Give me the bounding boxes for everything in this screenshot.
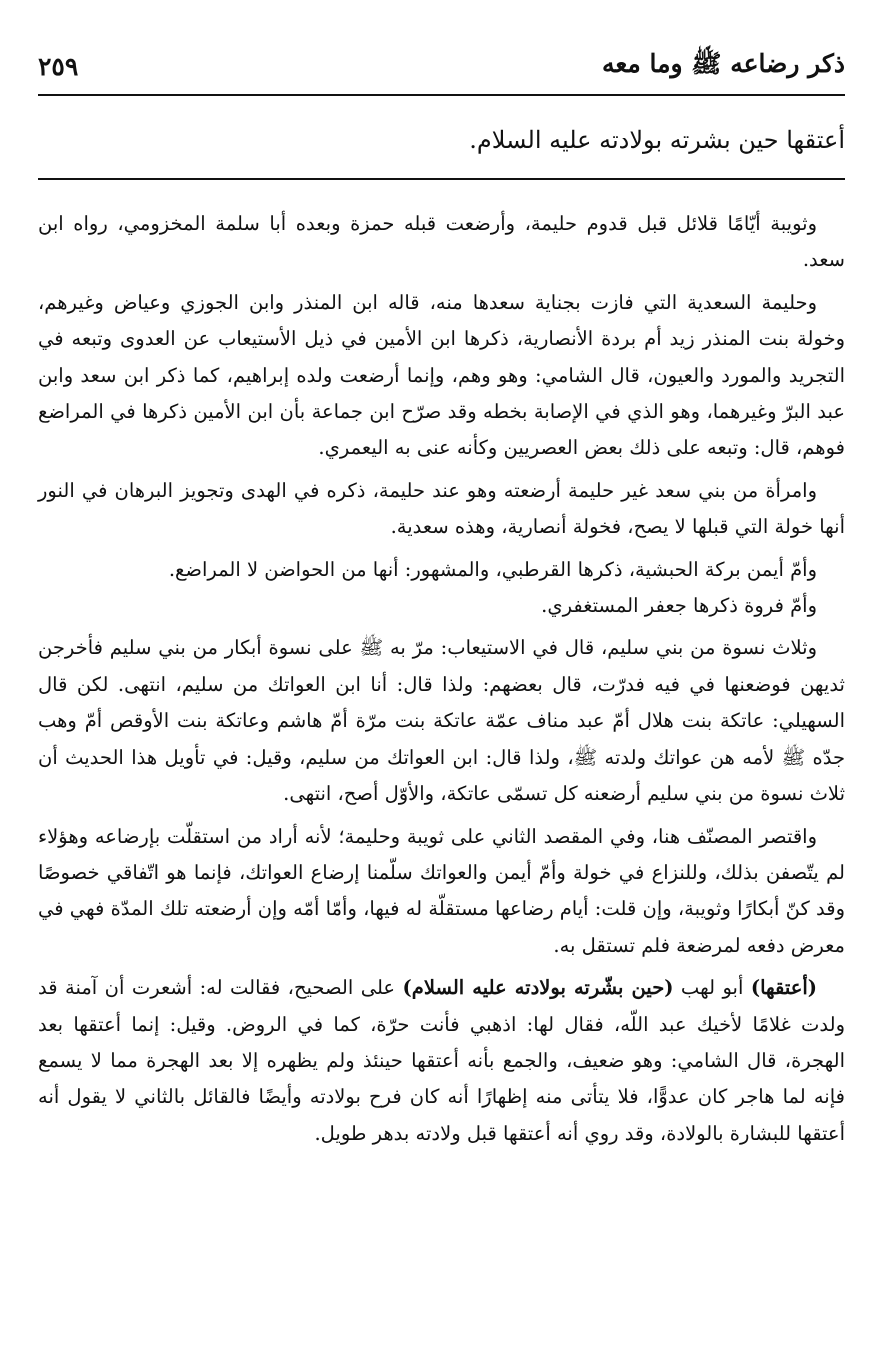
paragraph-umm-ayman: وأمّ أيمن بركة الحبشية، ذكرها القرطبي، والمشهور: أنها من الحواضن لا المراضع.: [168, 557, 817, 581]
paragraph-aataqaha: [38, 970, 845, 1152]
paragraph-thuwayba: وثويبة أيّامًا قلائل قبل قدوم حليمة، وأرضعت قبله حمزة وبعده أبا سلمة المخزومي، رواه ابن سعد.: [38, 212, 845, 272]
lemma-bashsharathu: (حين بشّرته بولادته عليه السلام): [402, 976, 674, 1000]
text-final: على الصحيح، فقالت له: أشعرت أن آمنة قد ولدت غلامًا لأخيك عبد اللّه، فقال لها: اذهبي فأنت حرّة، كما في الروض. وقيل: إنما أعتقها بعد الهجرة، قال الشامي: وهو ضعيف، والجمع بأنه أعتقها حينئذ ولم يظهره إلا بعد الهجرة مما لا يسمع فإنه لما هاجر كان عدوًّا، فلا يتأتى منه إظهارًا أنه كان فرح بولادته وأيضًا فالقائل بالثاني لا يقول أنه أعتقها للبشارة بالولادة، وقد روي أنه أعتقها قبل ولادته بدهر طويل.: [38, 976, 845, 1145]
paragraph-bani-sulaym: وثلاث نسوة من بني سليم، قال في الاستيعاب: مرّ به ﷺ على نسوة أبكار من بني سليم فأخرجن ثديهن فوضعنها في فيه فدرّت، قال بعضهم: ولذا قال: أنا ابن العواتك من سليم، انتهى. لكن قال السهيلي: عاتكة بنت هلال أمّ عبد مناف عمّة عاتكة بنت مرّة أمّ هاشم وعاتكة بنت الأوقص أمّ وهب جدّه ﷺ لأمه هن عواتك ولدته ﷺ، ولذا قال: ابن العواتك من سليم، وقيل: في تأويل هذا الحديث أن ثلاث نسوة من بني سليم أرضعنه كل تسمّى عاتكة، والأوّل أصح، انتهى.: [38, 636, 845, 806]
paragraph-umm-farwa: وأمّ فروة ذكرها جعفر المستغفري.: [541, 594, 817, 618]
paragraph-saadiya: وامرأة من بني سعد غير حليمة أرضعته وهو عند حليمة، ذكره في الهدى وتجويز البرهان في النور أنها خولة التي قبلها لا يصح، فخولة أنصارية، وهذه سعدية.: [38, 478, 845, 539]
paragraph-halima: وحليمة السعدية التي فازت بجناية سعدها منه، قاله ابن المنذر وابن الجوزي وعياض وغيرهم، وخولة بنت المنذر زيد أم بردة الأنصارية، ذكرها ابن الأمين في ذيل الأستيعاب عن العدوى وتبعه في التجريد والمورد والعيون، قال الشامي: وهو وهم، وإنما أرضعت ولده إبراهيم، كما ذكر ابن سعد وابن عبد البرّ وغيرهما، وهو الذي في الإصابة بخطه وقد صرّح ابن جماعة بأن ابن الأمين ذكرها في المراضع فوهم، قال: وتبعه على ذلك بعض العصريين وكأنه عنى به اليعمري.: [38, 290, 845, 460]
matn-text: أعتقها حين بشرته بولادته عليه السلام.: [38, 118, 845, 180]
text-abu-lahab: أبو لهب: [673, 976, 751, 1000]
page-number: ٢٥٩: [38, 51, 79, 81]
paragraph-iqtasar: واقتصر المصنّف هنا، وفي المقصد الثاني على ثويبة وحليمة؛ لأنه أراد من استقلّت بإرضاعه وهؤلاء لم يتّصفن بذلك، وللنزاع في خولة وأمّ أيمن والعواتك سلّمنا إرضاع العواتك، فإنما هو اتّفاقي خصوصًا وقد كنّ أبكارًا وثويبة، وإن قلت: أيام رضاعها مستقلّة له فيها، وأمّا أمّه وإن أرضعته تلك المدّة فهي في معرض دفعه لمرضعة فلم تستقل به.: [38, 824, 845, 957]
page-header: [38, 38, 845, 96]
running-title: ذكر رضاعه ﷺ وما معه: [601, 48, 845, 78]
commentary-body: [38, 206, 845, 1158]
lemma-aataqaha: (أعتقها): [750, 976, 818, 1000]
